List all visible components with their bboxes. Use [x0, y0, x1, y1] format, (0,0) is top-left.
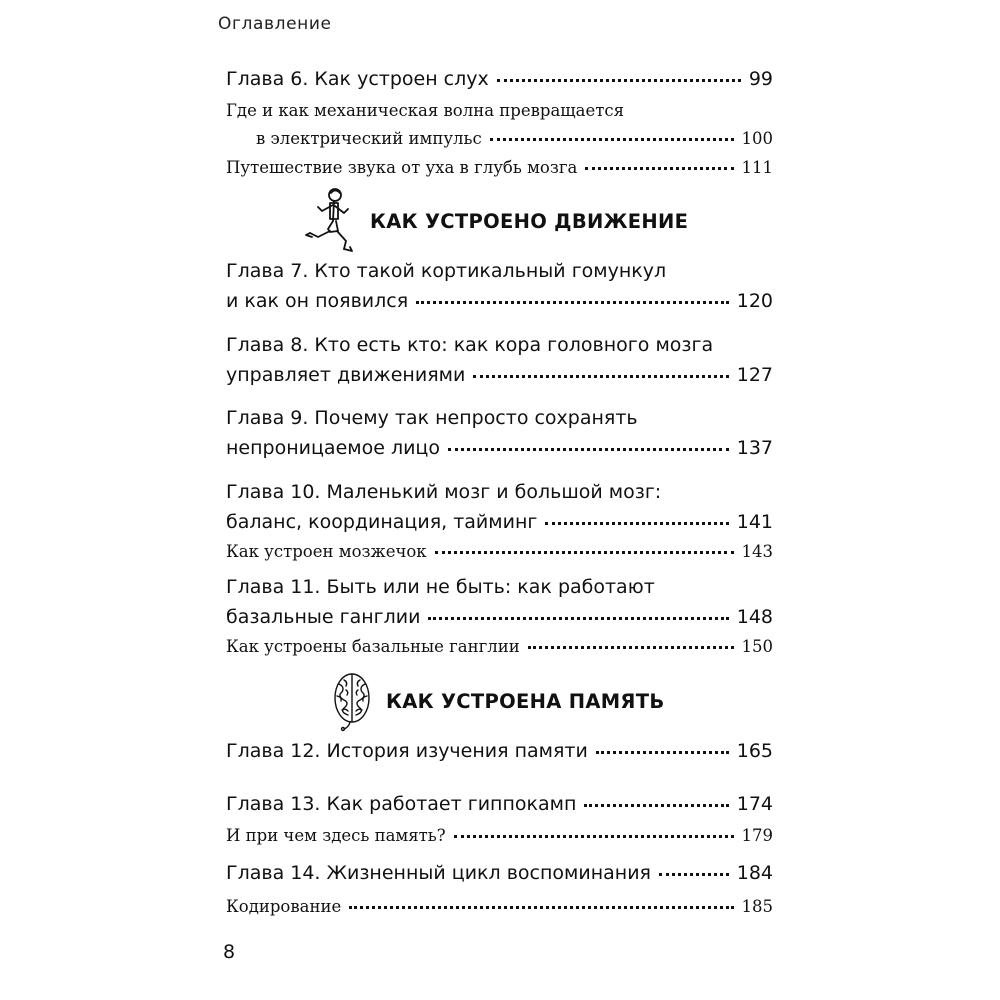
dot-leader [659, 873, 729, 876]
running-head: Оглавление [218, 14, 332, 34]
running-man-icon [300, 185, 364, 257]
toc-entry-title-line2: непроницаемое лицо [226, 437, 440, 459]
toc-entry-title-line1: Где и как механическая волна превращается [226, 101, 625, 120]
toc-entry-ch13[interactable] [226, 795, 773, 814]
toc-entry-title-line1: Глава 10. Маленький мозг и большой мозг: [226, 481, 662, 503]
dot-leader [435, 551, 734, 554]
dot-leader [349, 906, 733, 909]
section-title: КАК УСТРОЕНО ДВИЖЕНИЕ [370, 209, 689, 233]
toc-entry-page: 99 [748, 68, 773, 90]
toc-entry-title-line1: Глава 7. Кто такой кортикальный гомункул [226, 260, 667, 282]
toc-subentry-ch11-s1[interactable] [226, 639, 773, 656]
toc-entry-page: 143 [741, 542, 773, 561]
dot-leader [454, 835, 734, 838]
toc-entry-ch12[interactable] [226, 742, 773, 761]
dot-leader [584, 804, 728, 807]
toc-entry-ch8[interactable] [226, 336, 773, 385]
toc-entry-title: Кодирование [226, 897, 342, 916]
page-number: 8 [223, 941, 236, 963]
toc-entry-title: Глава 13. Как работает гиппокамп [226, 793, 577, 815]
toc-entry-title: Как устроен мозжечок [226, 542, 427, 561]
toc-entry-page: 141 [736, 511, 773, 533]
dot-leader [585, 167, 733, 170]
toc-entry-title: Глава 12. История изучения памяти [226, 740, 588, 762]
toc-entry-page: 111 [741, 158, 773, 177]
toc-entry-title-line1: Глава 8. Кто есть кто: как кора головного мозга [226, 334, 714, 356]
toc-subentry-ch6-s2[interactable] [226, 160, 773, 177]
toc-entry-page: 165 [736, 740, 773, 762]
toc-entry-ch6[interactable] [226, 70, 773, 89]
toc-entry-page: 137 [736, 437, 773, 459]
section-heading-movement [300, 185, 688, 257]
dot-leader [448, 448, 729, 451]
toc-entry-page: 120 [736, 290, 773, 312]
toc-entry-ch7[interactable] [226, 262, 773, 311]
toc-entry-title: Как устроены базальные ганглии [226, 637, 520, 656]
dot-leader [428, 617, 728, 620]
toc-subentry-ch14-s1[interactable] [226, 899, 773, 916]
toc-entry-title-line2: базальные ганглии [226, 606, 421, 628]
dot-leader [473, 375, 728, 378]
toc-entry-title: Путешествие звука от уха в глубь мозга [226, 158, 578, 177]
toc-entry-page: 150 [741, 637, 773, 656]
toc-subentry-ch13-s1[interactable] [226, 828, 773, 845]
toc-entry-ch11[interactable] [226, 578, 773, 627]
toc-entry-title-line2: управляет движениями [226, 364, 466, 386]
dot-leader [416, 301, 729, 304]
toc-entry-page: 179 [741, 826, 773, 845]
toc-entry-page: 100 [741, 128, 773, 148]
dot-leader [596, 751, 729, 754]
section-heading-memory [330, 670, 665, 732]
toc-entry-title: Глава 14. Жизненный цикл воспоминания [226, 862, 651, 884]
toc-entry-title-line1: Глава 9. Почему так непросто сохранять [226, 407, 638, 429]
section-title: КАК УСТРОЕНА ПАМЯТЬ [386, 689, 665, 713]
toc-subentry-ch10-s1[interactable] [226, 544, 773, 561]
toc-entry-title: Глава 6. Как устроен слух [226, 68, 489, 90]
toc-entry-ch9[interactable] [226, 409, 773, 458]
toc-entry-title-line2: в электрический импульс [256, 128, 482, 148]
dot-leader [497, 79, 741, 82]
dot-leader [528, 646, 734, 649]
toc-subentry-ch6-s1[interactable] [226, 103, 773, 147]
brain-icon [330, 670, 376, 732]
toc-entry-page: 174 [736, 793, 773, 815]
toc-entry-title-line2: и как он появился [226, 290, 409, 312]
toc-entry-title-line2: баланс, координация, тайминг [226, 511, 538, 533]
toc-entry-page: 148 [736, 606, 773, 628]
toc-entry-title-line1: Глава 11. Быть или не быть: как работают [226, 576, 655, 598]
dot-leader [545, 522, 728, 525]
toc-entry-page: 127 [736, 364, 773, 386]
toc-entry-page: 185 [741, 897, 773, 916]
toc-entry-ch14[interactable] [226, 864, 773, 883]
toc-entry-ch10[interactable] [226, 483, 773, 532]
dot-leader [490, 138, 734, 141]
toc-entry-title: И при чем здесь память? [226, 826, 446, 845]
toc-entry-page: 184 [736, 862, 773, 884]
